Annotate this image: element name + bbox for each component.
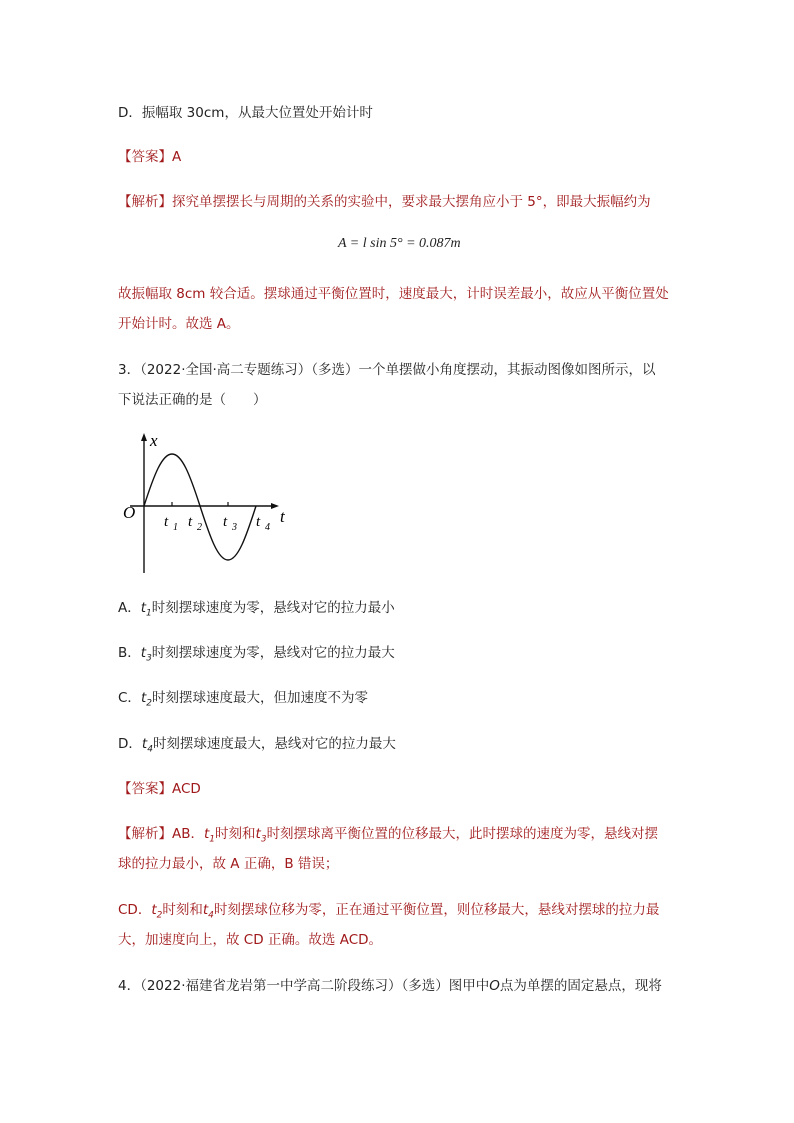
option-a xyxy=(118,598,395,624)
question-3-stem-2: 下说法正确的是（ ） xyxy=(118,392,267,408)
option-text: 时刻摆球速度最大，但加速度不为零 xyxy=(151,690,368,706)
option-var: t xyxy=(140,645,147,661)
analysis-var-t4: t xyxy=(202,902,209,918)
option-b xyxy=(118,643,395,669)
x-axis-arrow xyxy=(271,503,279,509)
analysis-sub-4: 4 xyxy=(208,910,214,921)
option-letter: B． xyxy=(118,645,141,661)
formula: A = l sin 5° = 0.087m xyxy=(338,236,461,251)
option-c xyxy=(118,688,368,714)
analysis-rest: 时刻摆球离平衡位置的位移最大，此时摆球的速度为零，悬线对摆 xyxy=(266,826,659,842)
option-sub: 3 xyxy=(146,653,152,664)
answer-value: A xyxy=(172,149,182,165)
q4-text-c: 点为单摆的固定悬点，现将 xyxy=(499,978,662,994)
q4-var-o: O xyxy=(489,978,500,994)
analysis-mid: 时刻和 xyxy=(215,826,256,842)
option-sub: 2 xyxy=(146,698,152,709)
origin-label: O xyxy=(123,503,136,522)
option-text: 时刻摆球速度最大，悬线对它的拉力最大 xyxy=(152,736,396,752)
analysis-var-t3: t xyxy=(255,826,261,842)
analysis-sub-2: 2 xyxy=(156,910,163,921)
analysis-sub-3: 3 xyxy=(260,834,267,845)
option-d: D．振幅取 30cm，从最大位置处开始计时 xyxy=(118,105,373,121)
analysis-mid: 时刻和 xyxy=(162,902,203,918)
answer-line xyxy=(118,147,181,167)
vibration-graph xyxy=(118,430,298,584)
analysis-var-t1: t xyxy=(204,826,210,842)
answer-tag: 【答案】 xyxy=(118,149,172,165)
x-axis-label: t xyxy=(280,507,285,526)
q3-analysis-line-2: 球的拉力最小，故 A 正确，B 错误； xyxy=(118,856,339,872)
y-axis-label: x xyxy=(150,431,158,450)
analysis-prefix: AB． xyxy=(172,826,204,842)
option-text: 时刻摆球速度为零，悬线对它的拉力最大 xyxy=(151,645,395,661)
analysis-var-t2: t xyxy=(151,902,157,918)
option-sub: 1 xyxy=(146,608,152,619)
tick-sub-3: 3 xyxy=(232,522,237,533)
tick-label-t1: t xyxy=(164,514,169,530)
analysis-line-3: 开始计时。故选 A。 xyxy=(118,316,240,332)
q3-answer-line xyxy=(118,779,201,799)
analysis-tag: 【解析】 xyxy=(118,194,172,210)
tick-label-t2: t xyxy=(188,514,193,530)
analysis-rest: 时刻摆球位移为零，正在通过平衡位置，则位移最大，悬线对摆球的拉力最 xyxy=(213,902,660,918)
option-letter: D． xyxy=(118,736,142,752)
q3-analysis-line-3 xyxy=(118,900,659,926)
option-var: t xyxy=(141,736,148,752)
q3-analysis-line-4: 大，加速度向上，故 CD 正确。故选 ACD。 xyxy=(118,932,383,948)
option-letter: A． xyxy=(118,600,141,616)
tick-sub-1: 1 xyxy=(173,522,178,533)
question-4-stem xyxy=(118,976,662,996)
answer-value: ACD xyxy=(172,781,201,797)
answer-tag: 【答案】 xyxy=(118,781,172,797)
option-var: t xyxy=(140,600,147,616)
q3-analysis-line-1 xyxy=(118,824,658,850)
tick-label-t3: t xyxy=(223,514,228,530)
tick-sub-4: 4 xyxy=(265,522,270,533)
option-d-q3 xyxy=(118,734,396,760)
q4-text-a: 4．（2022·福建省龙岩第一中学高二阶段练习）（多选）图甲中 xyxy=(118,978,490,994)
option-text: 时刻摆球速度为零，悬线对它的拉力最小 xyxy=(151,600,395,616)
analysis-line-1 xyxy=(118,192,651,212)
option-letter: C． xyxy=(118,690,141,706)
option-sub: 4 xyxy=(147,744,153,755)
question-3-stem-1: 3．（2022·全国·高二专题练习）（多选）一个单摆做小角度摆动，其振动图像如图所示，以 xyxy=(118,362,656,378)
analysis-prefix: CD． xyxy=(118,902,152,918)
tick-sub-2: 2 xyxy=(197,522,202,533)
sine-curve xyxy=(144,454,256,560)
y-axis-arrow xyxy=(141,433,147,441)
analysis-sub-1: 1 xyxy=(209,834,216,845)
analysis-tag: 【解析】 xyxy=(118,826,172,842)
tick-label-t4: t xyxy=(256,514,261,530)
analysis-line-2: 故振幅取 8cm 较合适。摆球通过平衡位置时，速度最大，计时误差最小，故应从平衡位置处 xyxy=(118,286,669,302)
vibration-graph-svg xyxy=(118,430,298,580)
analysis-text: 探究单摆摆长与周期的关系的实验中，要求最大摆角应小于 5°，即最大振幅约为 xyxy=(172,194,651,210)
option-var: t xyxy=(140,690,147,706)
